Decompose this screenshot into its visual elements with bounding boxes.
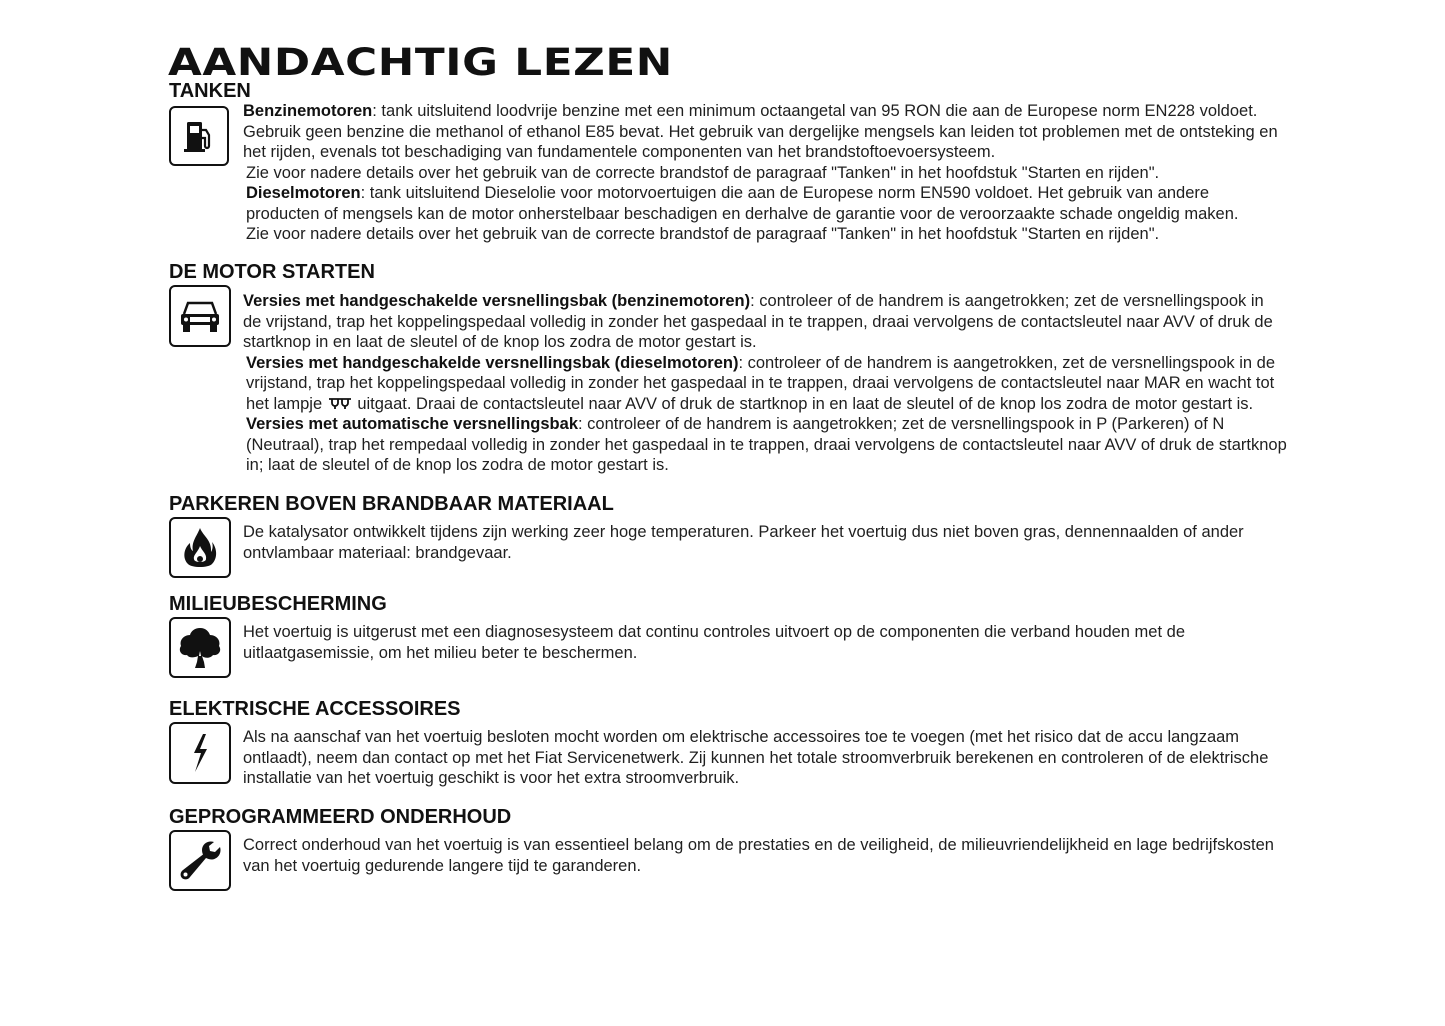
text-line: (Neutraal), trap het rempedaal volledig in zonder het gaspedaal in te trappen, draai vervolgens de contactsleutel naar AVV of druk de startknop xyxy=(246,435,1287,454)
text-line xyxy=(243,353,1363,374)
lightning-bolt-icon xyxy=(169,722,231,784)
text-line: het rijden, evenals tot beschadiging van fundamentele componenten van het brandstoftoevoersysteem. xyxy=(243,143,996,161)
milieu-body xyxy=(243,622,1363,663)
section-parkeren xyxy=(169,493,1369,583)
text-span: : tank uitsluitend Dieselolie voor motorvoertuigen die aan de Europese norm EN590 voldoet. Het gebruik van andere xyxy=(360,184,1210,202)
text-span: uitgaat. Draai de contactsleutel naar AVV of druk de startknop in en laat de sleutel of de knop los zodra de motor gestart is. xyxy=(357,394,1254,413)
section-heading: ELEKTRISCHE ACCESSOIRES xyxy=(169,698,461,720)
section-heading: GEPROGRAMMEERD ONDERHOUD xyxy=(169,806,512,828)
section-heading: PARKEREN BOVEN BRANDBAAR MATERIAAL xyxy=(169,493,614,515)
text-span: : controleer of de handrem is aangetrokken; zet de versnellingspook in xyxy=(750,292,1264,310)
section-geprogrammeerd-onderhoud xyxy=(169,806,1369,896)
parkeren-body xyxy=(243,522,1363,563)
bold-label: Dieselmotoren xyxy=(246,184,361,202)
motor-body xyxy=(243,291,1363,476)
flame-icon xyxy=(169,517,231,578)
text-line: de vrijstand, trap het koppelingspedaal volledig in zonder het gaspedaal in te trappen, draai vervolgens de contactsleutel naar AVV of druk de xyxy=(243,312,1273,331)
section-motor-starten xyxy=(169,261,1369,481)
section-milieubescherming xyxy=(169,593,1369,683)
text-line: in; laat de sleutel of de knop los zodra de motor gestart is. xyxy=(246,456,669,474)
bold-label: Versies met automatische versnellingsbak xyxy=(246,415,578,433)
text-line: Gebruik geen benzine die methanol of ethanol E85 bevat. Het gebruik van dergelijke mengsels kan leiden tot problemen met de ontsteking en xyxy=(243,122,1278,141)
text-line: ontlaadt), neem dan contact op met het Fiat Servicenetwerk. Zij kunnen het totale stroomverbruik berekenen en controleren of de elektrische xyxy=(243,748,1269,767)
text-line: Correct onderhoud van het voertuig is van essentieel belang om de prestaties en de veiligheid, de milieuvriendelijkheid en lage bedrijfskosten xyxy=(243,836,1274,854)
bold-label: Benzinemotoren xyxy=(243,102,373,120)
text-line: van het voertuig gedurende langere tijd te garanderen. xyxy=(243,856,642,875)
text-line: Zie voor nadere details over het gebruik van de correcte brandstof de paragraaf "Tanken" in het hoofdstuk "Starten en rijden". xyxy=(246,225,1160,243)
section-elektrische-accessoires xyxy=(169,698,1369,798)
text-span: : tank uitsluitend loodvrije benzine met een minimum octaangetal van 95 RON die aan de Europese norm EN228 voldoet. xyxy=(372,102,1258,120)
car-front-icon xyxy=(169,285,231,347)
text-span: : controleer of de handrem is aangetrokken, zet de versnellingspook in de xyxy=(738,353,1276,372)
section-heading: DE MOTOR STARTEN xyxy=(169,261,375,283)
text-span: : controleer of de handrem is aangetrokken; zet de versnellingspook in P (Parkeren) of N xyxy=(578,415,1225,433)
text-line: installatie van het voertuig geschikt is voor het extra stroomverbruik. xyxy=(243,769,740,787)
onderhoud-body xyxy=(243,835,1363,876)
page-title: AANDACHTIG LEZEN xyxy=(168,41,673,84)
tree-icon xyxy=(169,617,231,678)
section-tanken xyxy=(169,80,1369,250)
text-line: ontvlambaar materiaal: brandgevaar. xyxy=(243,543,512,562)
elektrisch-body xyxy=(243,727,1363,789)
text-line: producten of mengsels kan de motor onherstelbaar beschadigen en derhalve de garantie voor de veroorzaakte schade ongeldig maken. xyxy=(246,204,1239,223)
glow-plug-icon xyxy=(327,396,353,410)
text-line: Zie voor nadere details over het gebruik van de correcte brandstof de paragraaf "Tanken" in het hoofdstuk "Starten en rijden". xyxy=(246,163,1160,182)
text-line xyxy=(243,414,1363,435)
text-line: Als na aanschaf van het voertuig besloten mocht worden om elektrische accessoires toe te voegen (met het risico dat de accu langzaam xyxy=(243,728,1240,746)
tanken-body xyxy=(243,101,1363,245)
text-line xyxy=(243,291,1363,312)
text-line: De katalysator ontwikkelt tijdens zijn werking zeer hoge temperaturen. Parkeer het voertuig dus niet boven gras, dennennaalden of ander xyxy=(243,523,1244,541)
text-line: startknop in en laat de sleutel of de knop los zodra de motor gestart is. xyxy=(243,333,757,351)
text-line xyxy=(243,101,1363,122)
text-span: het lampje xyxy=(246,394,323,413)
section-heading: MILIEUBESCHERMING xyxy=(169,593,387,615)
text-line: Het voertuig is uitgerust met een diagnosesysteem dat continu controles uitvoert op de componenten die verband houden met de xyxy=(243,623,1185,641)
text-line xyxy=(243,394,1363,415)
text-line: uitlaatgasemissie, om het milieu beter te beschermen. xyxy=(243,643,638,662)
text-line: vrijstand, trap het koppelingspedaal volledig in zonder het gaspedaal in te trappen, draai vervolgens de contactsleutel naar MAR en wacht tot xyxy=(246,374,1275,392)
fuel-pump-icon xyxy=(169,106,229,166)
text-line xyxy=(243,183,1363,204)
bold-label: Versies met handgeschakelde versnellingsbak (benzinemotoren) xyxy=(243,292,751,310)
section-heading: TANKEN xyxy=(169,80,251,102)
wrench-icon xyxy=(169,830,231,891)
bold-label: Versies met handgeschakelde versnellingsbak (dieselmotoren) xyxy=(246,353,739,372)
